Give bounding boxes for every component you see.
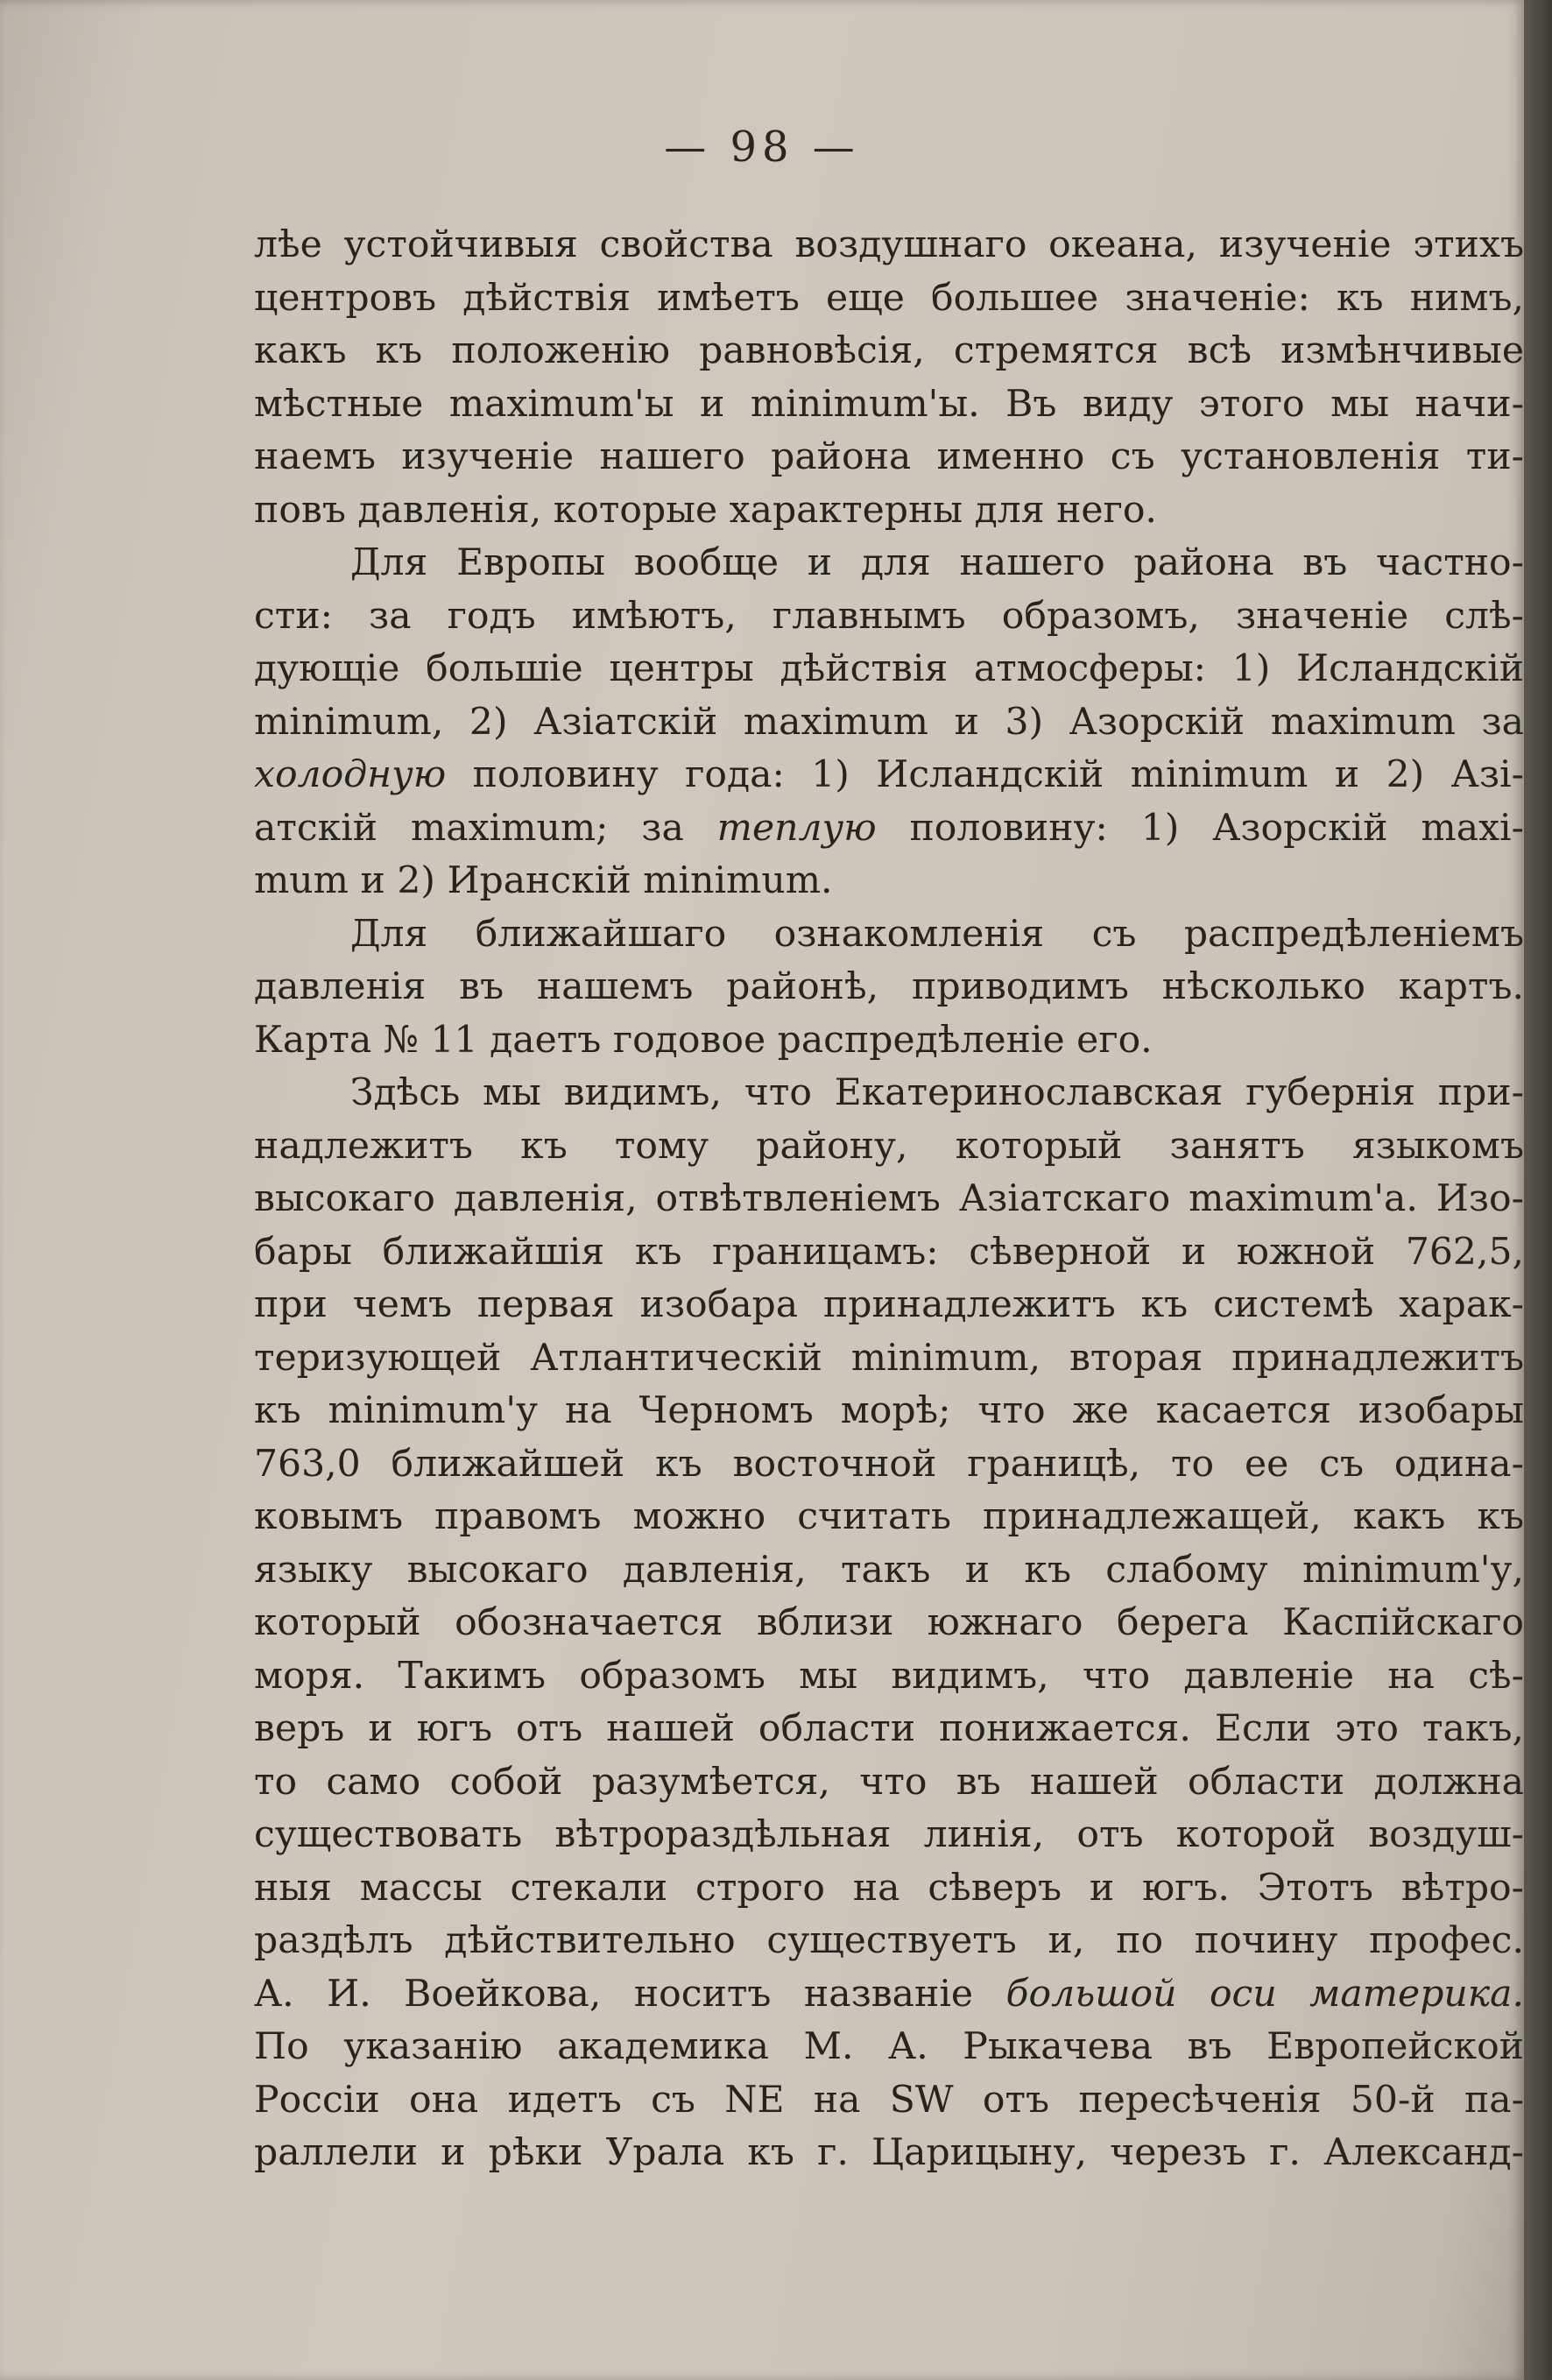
text-line: бары ближайшія къ границамъ: сѣверной и южной 762,5,	[254, 1230, 1524, 1274]
text-line: повъ давленія, которые характерны для него.	[254, 488, 1157, 532]
text-line: при чемъ первая изобара принадлежитъ къ системѣ харак-	[254, 1283, 1524, 1326]
text-line: 763,0 ближайшей къ восточной границѣ, то ее съ одина-	[254, 1442, 1524, 1486]
italic-phrase: большой оси материка.	[1005, 1972, 1524, 2016]
text-line-with-italic: А. И. Воейкова, носитъ названіе большой оси материка.	[254, 1972, 1524, 2016]
text-line: центровъ дѣйствія имѣетъ еще большее значеніе: къ нимъ,	[254, 276, 1524, 320]
page-number: — 98 —	[664, 123, 860, 172]
text-line: ковымъ правомъ можно считать принадлежащей, какъ къ	[254, 1495, 1524, 1538]
body-text	[254, 219, 1524, 2180]
text-line: дующіе большіе центры дѣйствія атмосферы: 1) Исландскій	[254, 647, 1524, 690]
italic-phrase: холодную	[254, 753, 447, 796]
text-line: Карта № 11 даетъ годовое распредѣленіе его.	[254, 1018, 1153, 1062]
text-line-with-italic: атскій maximum; за теплую половину: 1) Азорскій maxi-	[254, 806, 1524, 850]
text-line: Для Европы вообще и для нашего района въ частно-	[350, 541, 1524, 584]
text-line: давленія въ нашемъ районѣ, приводимъ нѣсколько картъ.	[254, 965, 1524, 1008]
book-spine	[1524, 0, 1552, 2380]
text-line: наемъ изученіе нашего района именно съ установленія ти-	[254, 435, 1524, 478]
italic-phrase: теплую	[716, 806, 877, 850]
text-line: то само собой разумѣется, что въ нашей области должна	[254, 1760, 1524, 1804]
text-line: надлежитъ къ тому району, который занятъ языкомъ	[254, 1124, 1524, 1168]
text-line: лѣе устойчивыя свойства воздушнаго океана, изученіе этихъ	[254, 223, 1524, 266]
text-line: Здѣсь мы видимъ, что Екатеринославская губернія при-	[350, 1071, 1524, 1114]
text-line: моря. Такимъ образомъ мы видимъ, что давленіе на сѣ-	[254, 1654, 1524, 1698]
text-line: къ minimum'у на Черномъ морѣ; что же касается изобары	[254, 1389, 1524, 1432]
text-line: раллели и рѣки Урала къ г. Царицыну, черезъ г. Александ-	[254, 2131, 1524, 2174]
text-line: раздѣлъ дѣйствительно существуетъ и, по почину профес.	[254, 1919, 1524, 1962]
text-line: minimum, 2) Азіатскій maximum и 3) Азорскій maximum за	[254, 700, 1524, 744]
text-line: По указанію академика М. А. Рыкачева въ Европейской	[254, 2025, 1524, 2068]
text-line: веръ и югъ отъ нашей области понижается. Если это такъ,	[254, 1707, 1524, 1750]
text-line: сти: за годъ имѣютъ, главнымъ образомъ, значеніе слѣ-	[254, 594, 1524, 638]
text-line: теризующей Атлантическій minimum, вторая принадлежитъ	[254, 1336, 1524, 1380]
text-line: высокаго давленія, отвѣтвленіемъ Азіатскаго maximum'а. Изо-	[254, 1177, 1524, 1220]
text-line: который обозначается вблизи южнаго берега Каспійскаго	[254, 1601, 1524, 1644]
text-line: Россіи она идетъ съ NE на SW отъ пересѣченія 50-й па-	[254, 2078, 1524, 2122]
text-line: mum и 2) Иранскій minimum.	[254, 859, 833, 902]
text-line: ныя массы стекали строго на сѣверъ и югъ. Этотъ вѣтро-	[254, 1866, 1524, 1910]
text-line: мѣстные maximum'ы и minimum'ы. Въ виду этого мы начи-	[254, 382, 1524, 426]
text-line: какъ къ положенію равновѣсія, стремятся всѣ измѣнчивые	[254, 329, 1524, 372]
text-line: существовать вѣтрораздѣльная линія, отъ которой воздуш-	[254, 1813, 1524, 1856]
text-line-with-italic: холодную половину года: 1) Исландскій minimum и 2) Азі-	[254, 753, 1524, 796]
text-line: Для ближайшаго ознакомленія съ распредѣленіемъ	[350, 912, 1524, 956]
text-line: языку высокаго давленія, такъ и къ слабому minimum'у,	[254, 1548, 1524, 1592]
